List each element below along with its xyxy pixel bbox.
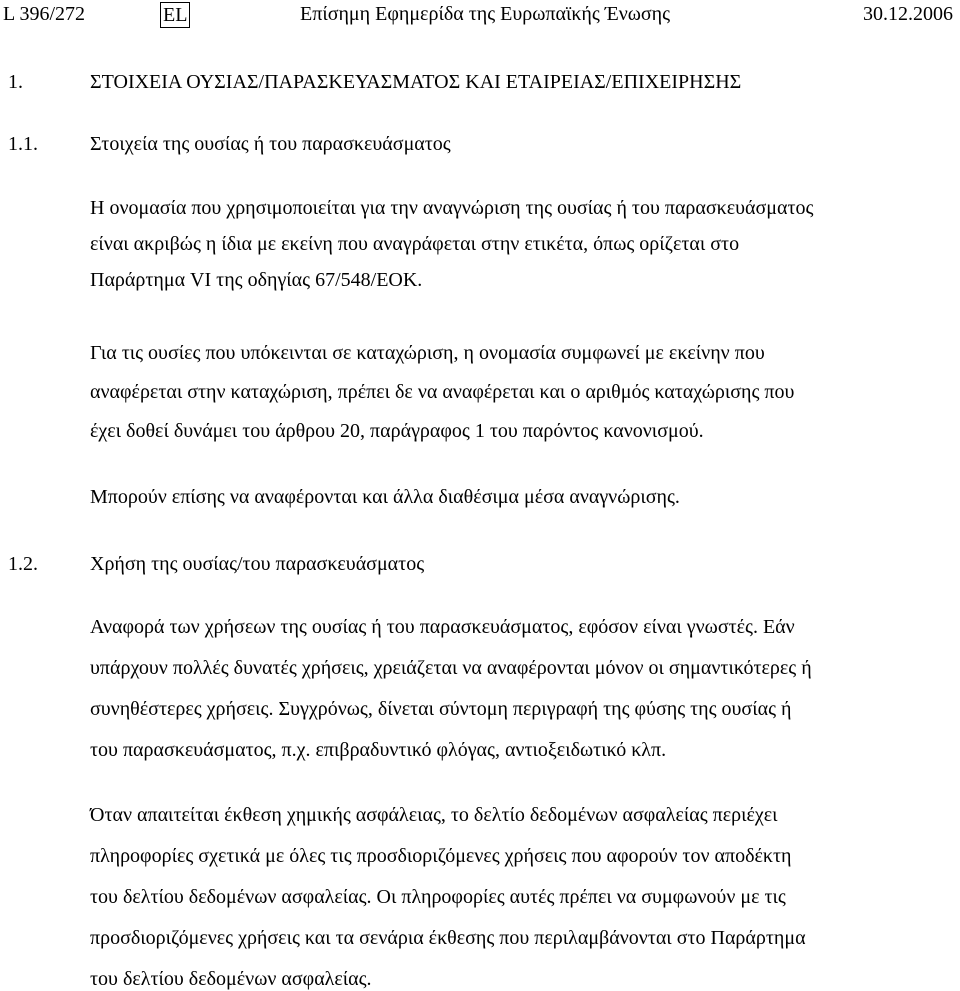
journal-title: Επίσημη Εφημερίδα της Ευρωπαϊκής Ένωσης <box>300 3 671 25</box>
section-1-1-title: Στοιχεία της ουσίας ή του παρασκευάσματος <box>90 133 451 155</box>
text-line: Όταν απαιτείται έκθεση χημικής ασφάλειας, το δελτίο δεδομένων ασφαλείας περιέχει <box>90 804 778 826</box>
section-1-number: 1. <box>8 71 23 93</box>
text-line: Η ονομασία που χρησιμοποιείται για την αναγνώριση της ουσίας ή του παρασκευάσματος <box>90 197 814 219</box>
section-1-1-paragraph-2 <box>90 341 940 443</box>
text-line: αναφέρεται στην καταχώριση, πρέπει δε να αναφέρεται και ο αριθμός καταχώρισης που <box>90 381 795 403</box>
text-line: έχει δοθεί δυνάμει του άρθρου 20, παράγραφος 1 του παρόντος κανονισμού. <box>90 420 704 442</box>
section-1-1-paragraph-1 <box>90 196 940 292</box>
section-1-1-paragraph-3 <box>90 485 940 509</box>
section-1-1-number: 1.1. <box>8 133 38 155</box>
section-1-2-number: 1.2. <box>8 553 38 575</box>
page-header <box>0 3 960 33</box>
text-line: του δελτίου δεδομένων ασφαλείας. Οι πληροφορίες αυτές πρέπει να συμφωνούν με τις <box>90 886 786 908</box>
text-line: του δελτίου δεδομένων ασφαλείας. <box>90 968 372 990</box>
text-line: προσδιοριζόμενες χρήσεις και τα σενάρια έκθεσης που περιλαμβάνονται στο Παράρτημα <box>90 927 806 949</box>
text-line: Παράρτημα VI της οδηγίας 67/548/ΕΟΚ. <box>90 269 423 291</box>
text-line: υπάρχουν πολλές δυνατές χρήσεις, χρειάζεται να αναφέρονται μόνον οι σημαντικότερες ή <box>90 657 812 679</box>
section-1-title: ΣΤΟΙΧΕΙΑ ΟΥΣΙΑΣ/ΠΑΡΑΣΚΕΥΑΣΜΑΤΟΣ ΚΑΙ ΕΤΑΙΡΕΙΑΣ/ΕΠΙΧΕΙΡΗΣΗΣ <box>90 71 742 93</box>
text-line: Μπορούν επίσης να αναφέρονται και άλλα διαθέσιμα μέσα αναγνώρισης. <box>90 486 680 508</box>
page-reference: L 396/272 <box>3 3 86 25</box>
text-line: Για τις ουσίες που υπόκεινται σε καταχώριση, η ονομασία συμφωνεί με εκείνην που <box>90 342 765 364</box>
section-1-2-title: Χρήση της ουσίας/του παρασκευάσματος <box>90 553 425 575</box>
language-code-box: EL <box>160 2 190 28</box>
publication-date: 30.12.2006 <box>863 3 953 25</box>
section-1-2-paragraph-2 <box>90 803 940 991</box>
text-line: πληροφορίες σχετικά με όλες τις προσδιοριζόμενες χρήσεις που αφορούν τον αποδέκτη <box>90 845 792 867</box>
text-line: συνηθέστερες χρήσεις. Συγχρόνως, δίνεται σύντομη περιγραφή της φύσης της ουσίας ή <box>90 698 792 720</box>
text-line: Αναφορά των χρήσεων της ουσίας ή του παρασκευάσματος, εφόσον είναι γνωστές. Εάν <box>90 616 795 638</box>
text-line: είναι ακριβώς η ίδια με εκείνη που αναγράφεται στην ετικέτα, όπως ορίζεται στο <box>90 233 740 255</box>
text-line: του παρασκευάσματος, π.χ. επιβραδυντικό φλόγας, αντιοξειδωτικό κλπ. <box>90 739 667 761</box>
section-1-2-paragraph-1 <box>90 615 940 762</box>
